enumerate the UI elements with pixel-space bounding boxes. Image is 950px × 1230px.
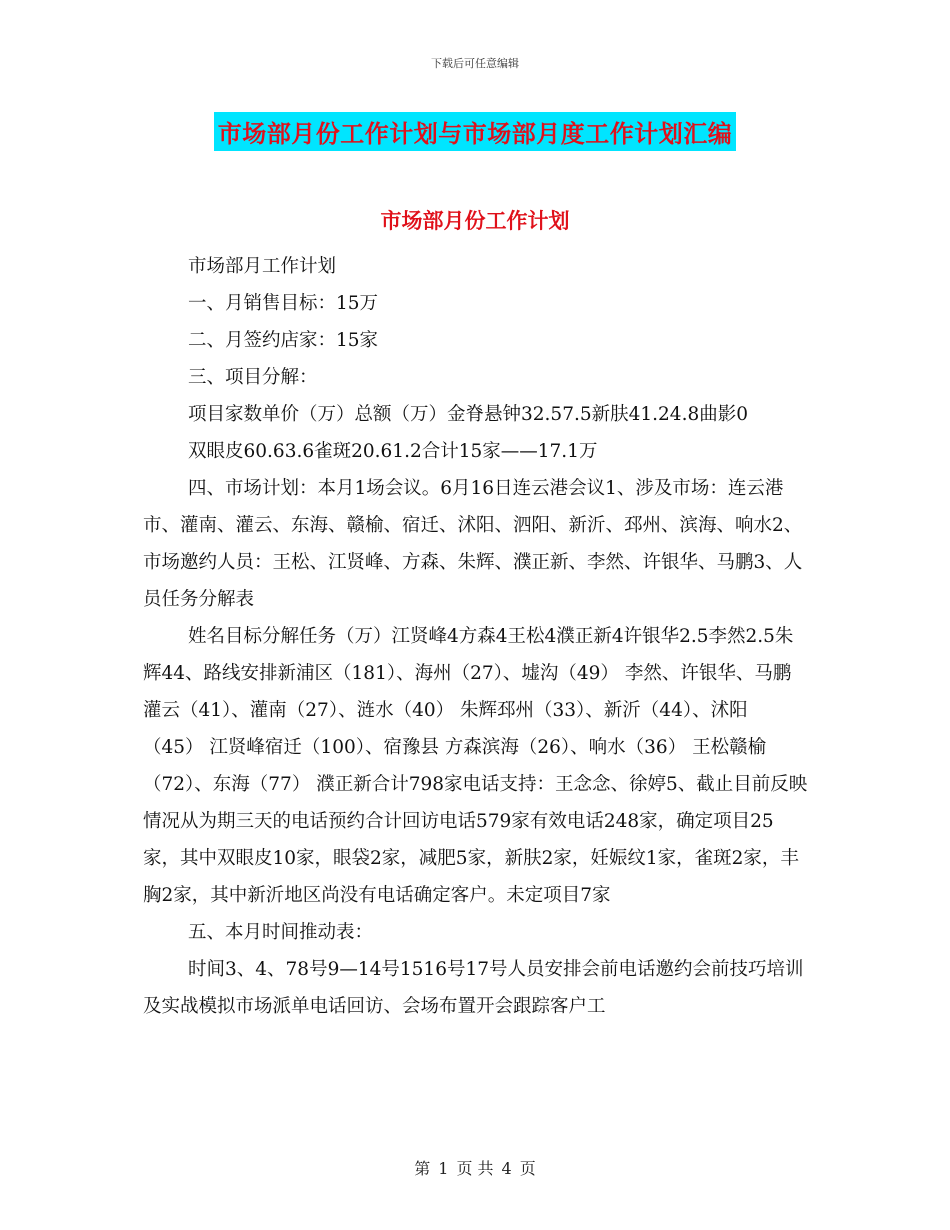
document-title-text: 市场部月份工作计划与市场部月度工作计划汇编 <box>214 112 737 151</box>
paragraph: 三、项目分解： <box>188 367 318 388</box>
footer-suffix: 页 <box>519 1159 536 1178</box>
page-footer <box>0 1156 950 1179</box>
paragraph: 姓名目标分解任务（万）江贤峰4方森4王松4濮正新4许银华2.5李然2.5朱辉44、路线安排新浦区（181）、海州（27）、墟沟（49） 李然、许银华、马鹏灌云（41）、灌南（27）、涟水（40） 朱辉邳州（33）、新沂（44）、沭阳（45） 江贤峰宿迁（100）、宿豫县 方森滨海（26）、响水（36） 王松赣榆（72）、东海（77） 濮正新合计798家电话支持：王念念、徐婷5、截止目前反映情况从为期三天的电话预约合计回访电话579家有效电话248家，确定项目25家，其中双眼皮10家，眼袋2家，减肥5家，新肤2家，妊娠纹1家，雀斑2家，丰胸2家，其中新沂地区尚没有电话确定客户。未定项目7家 <box>143 626 808 906</box>
paragraph: 四、市场计划：本月1场会议。6月16日连云港会议1、涉及市场：连云港市、灌南、灌云、东海、赣榆、宿迁、沭阳、泗阳、新沂、邳州、滨海、响水2、市场邀约人员：王松、江贤峰、方森、朱辉、濮正新、李然、许银华、马鹏3、人员任务分解表 <box>143 478 803 610</box>
paragraph: 项目家数单价（万）总额（万）金脊悬钟32.57.5新肤41.24.8曲影0 <box>188 404 748 425</box>
header-note: 下载后可任意编辑 <box>431 57 519 70</box>
page-total: 4 <box>501 1159 512 1178</box>
paragraph: 二、月签约店家：15家 <box>188 330 379 351</box>
paragraph: 时间3、4、78号9—14号1516号17号人员安排会前电话邀约会前技巧培训及实战模拟市场派单电话回访、会场布置开会跟踪客户工 <box>143 959 804 1017</box>
section-title: 市场部月份工作计划 <box>380 209 570 233</box>
page-number: 1 <box>438 1159 449 1178</box>
paragraph: 五、本月时间推动表： <box>188 922 374 943</box>
footer-mid: 页 共 <box>456 1159 494 1178</box>
footer-prefix: 第 <box>414 1159 431 1178</box>
paragraph: 双眼皮60.63.6雀斑20.61.2合计15家——17.1万 <box>188 441 598 462</box>
paragraph: 市场部月工作计划 <box>188 256 337 277</box>
paragraph: 一、月销售目标：15万 <box>188 293 379 314</box>
body-text <box>143 248 808 1025</box>
document-title <box>0 112 950 151</box>
